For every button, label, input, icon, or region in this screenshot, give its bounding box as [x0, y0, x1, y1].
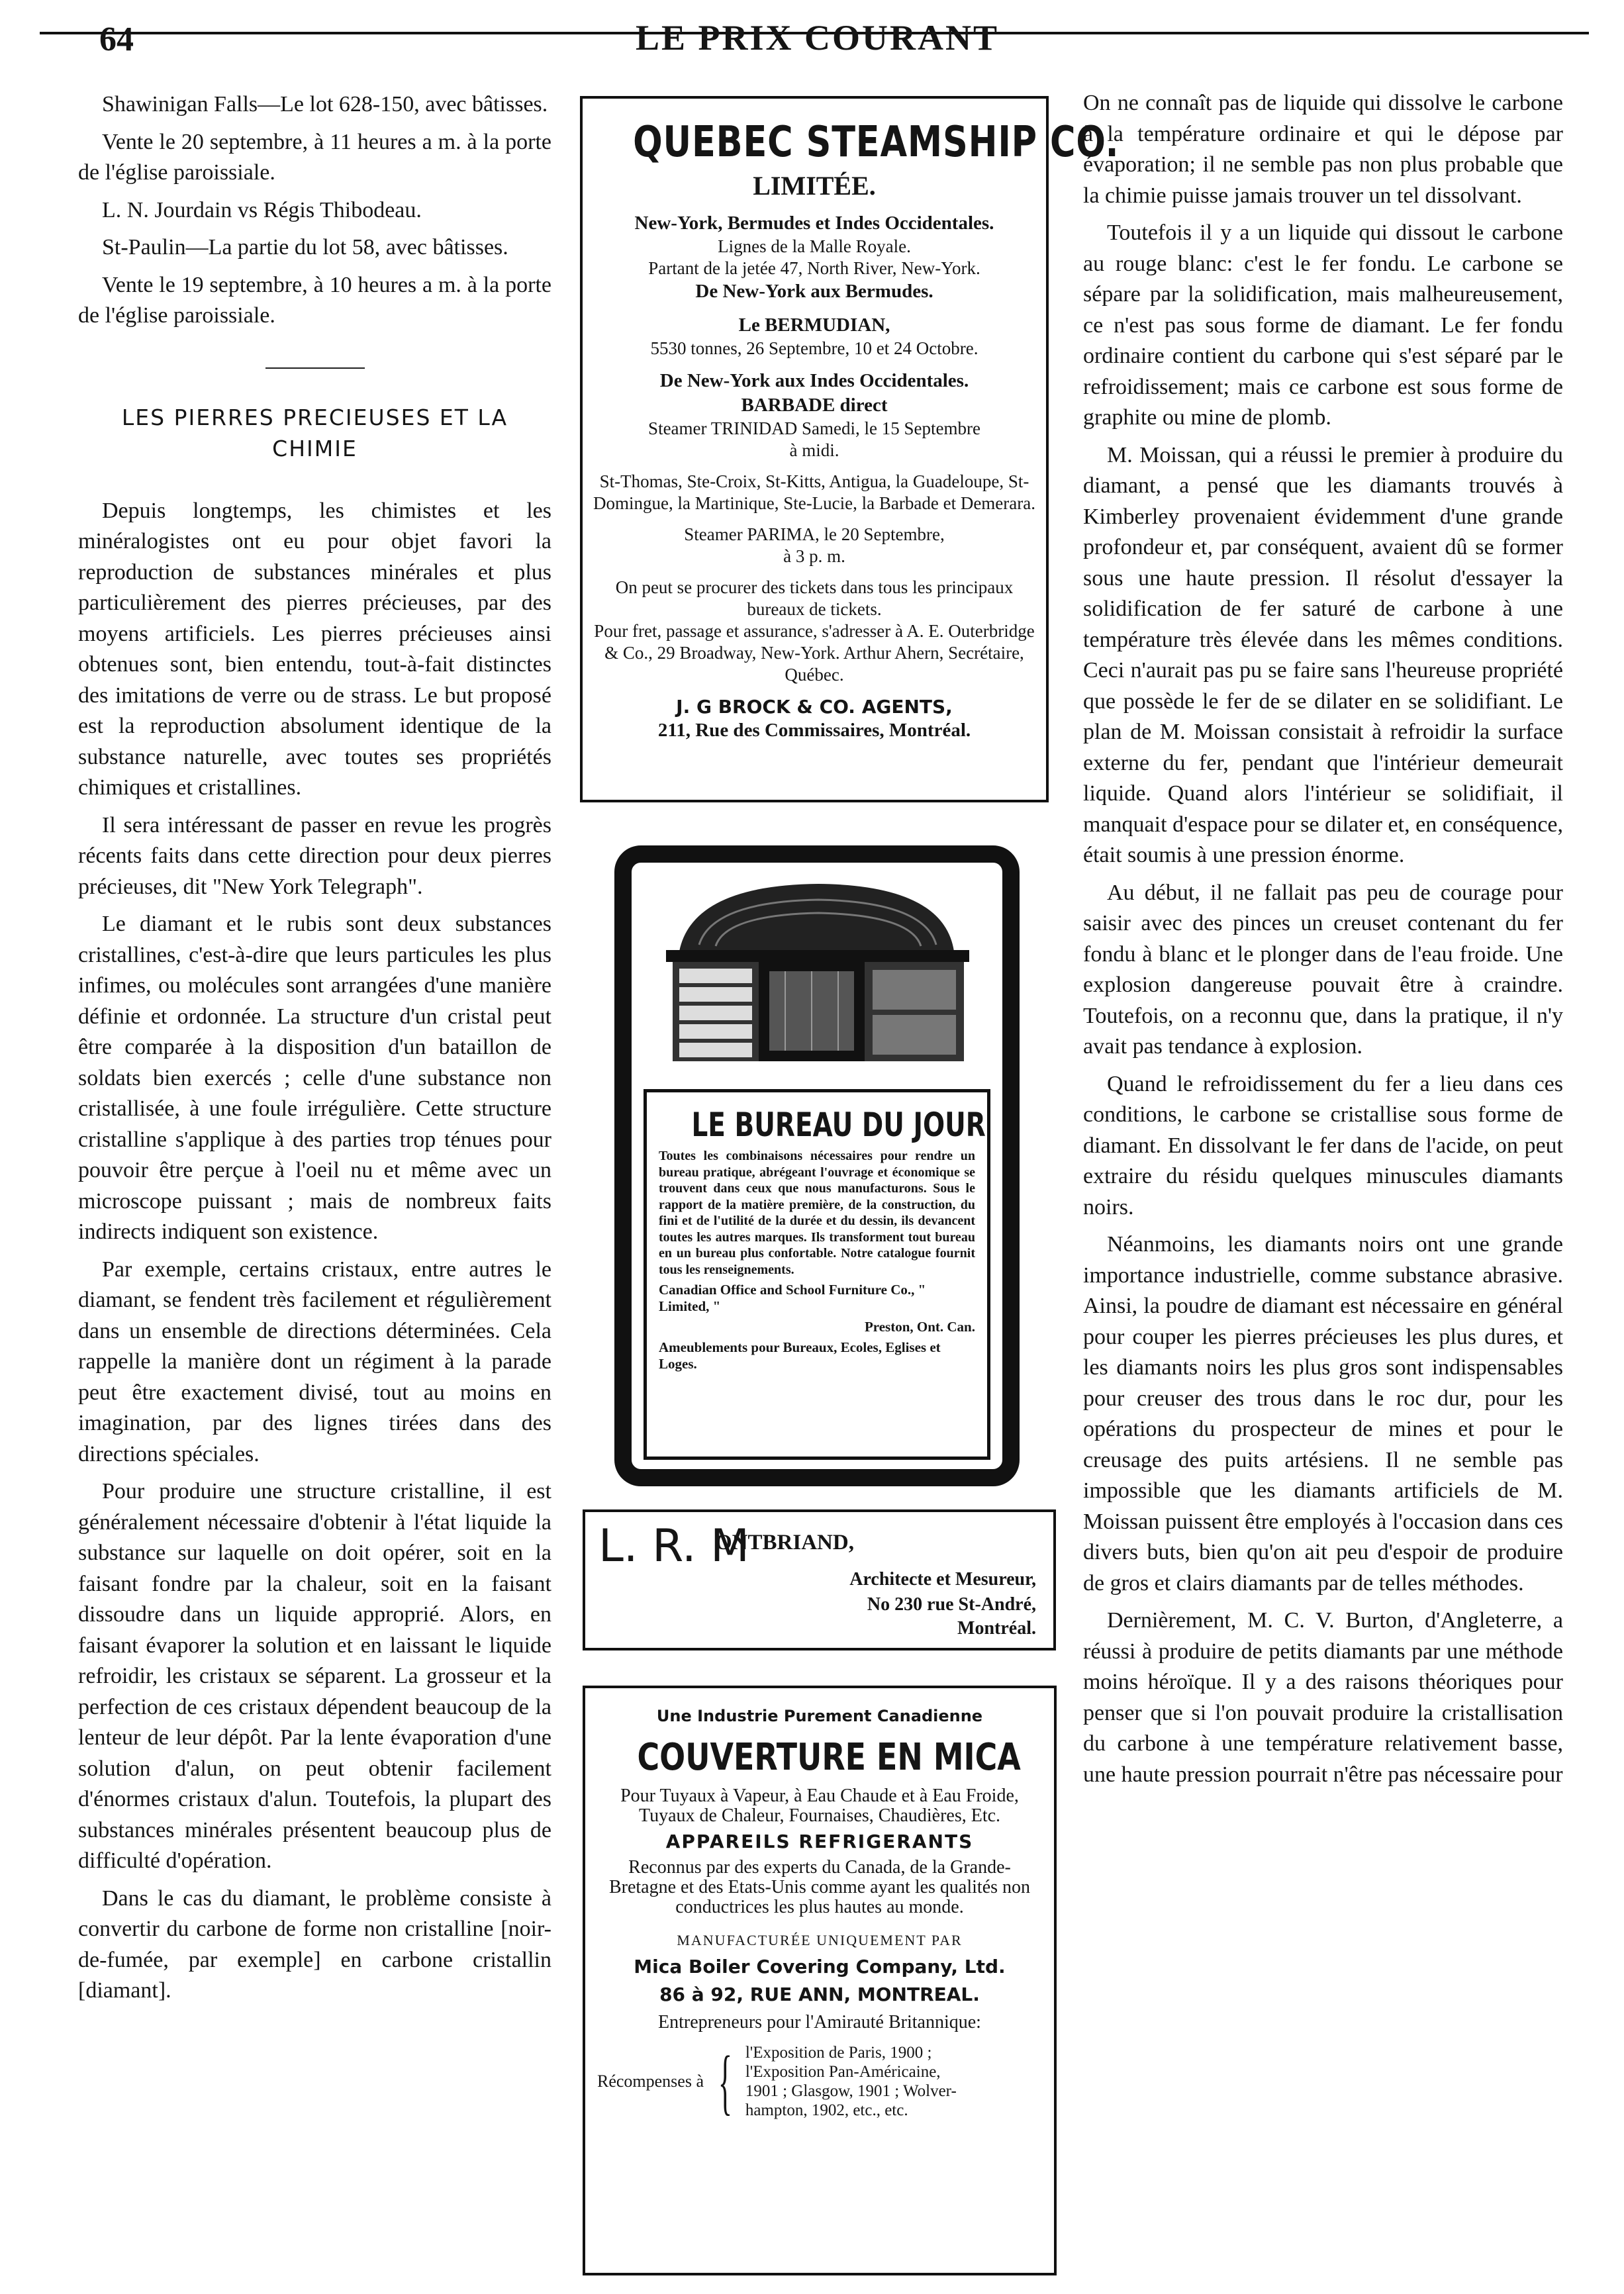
rewards-label: Récompenses à	[597, 2072, 704, 2091]
company-name: Mica Boiler Covering Company, Ltd.	[634, 1956, 1006, 1978]
ad-tagline: Une Industrie Purement Canadienne	[656, 1707, 983, 1725]
routes-heading: New-York, Bermudes et Indes Occidentales.	[634, 213, 994, 234]
reward-item: l'Exposition de Paris, 1900 ;	[745, 2044, 932, 2062]
article-paragraph: Au début, il ne fallait pas peu de courage pour saisir avec des pinces un creuset contenant du fer fondu à blanc et le plonger dans de l'eau froide. Une explosion dangereuse pouvait être à craindre. Toutefois, on a reconnu que, dans la pratique, il n'y avait pas tendance à explosion.	[1083, 880, 1563, 1059]
bermudes-heading: De New-York aux Bermudes.	[695, 281, 933, 302]
reward-item: 1901 ; Glasgow, 1901 ; Wolver-	[745, 2082, 957, 2100]
ship-bermudian-info: 5530 tonnes, 26 Septembre, 10 et 24 Octobre.	[650, 338, 979, 358]
ad-subtitle: LIMITÉE.	[753, 171, 876, 201]
rewards-block	[597, 2043, 1042, 2120]
barbade-direct: BARBADE direct	[741, 395, 888, 416]
montbriand-ad	[583, 1509, 1056, 1650]
reward-item: l'Exposition Pan-Américaine,	[745, 2063, 941, 2081]
left-column	[78, 89, 551, 2013]
company-name: Canadian Office and School Furniture Co., " Limited, "	[659, 1282, 926, 1314]
article-paragraph: M. Moissan, qui a réussi le premier à produire du diamant, a pensé que les diamants trouvés à Kimberley provenaient évidemment d'une grande profondeur et, par conséquent, avaient dû se former sous une haute pression. Il résolut d'essayer la solidification de fer saturé de carbone à une température très élevée dans les mêmes conditions. Ceci n'aurait pas pu se faire sans l'heureuse propriété que possède le fer de se dilater en se solidifiant. Le plan de M. Moissan consistait à refroidir la surface externe du fer, pendant que l'intérieur demeurait liquide. Quand alors l'intérieur se solidifiait, il manquait d'espace pour se dilater et, en conséquence, était soumis à une pression énorme.	[1083, 442, 1563, 867]
quebec-steamship-ad	[580, 96, 1120, 802]
rolltop-desk-illustration	[653, 872, 982, 1064]
article-paragraph: Pour produire une structure cristalline, il est généralement nécessaire d'obtenir à l'état liquide la substance sur laquelle on doit opérer, soit en la faisant fondre par la chaleur, soit en la faisant dissoudre dans un liquide approprié. Alors, en faisant évaporer la solution et en laissant le liquide refroidir, les cristaux se séparent. La grosseur et la perfection de ces cristaux dépendent beaucoup de la lenteur de leur dépôt. Par la lente évaporation d'une solution d'alun, on peut obtenir facilement d'énormes cristaux d'alun. Toutefois, la plupart des substances minérales présentent beaucoup plus de difficulté d'opération.	[78, 1479, 551, 1873]
reward-item: hampton, 1902, etc., etc.	[745, 2101, 908, 2119]
agents-address: 211, Rue des Commissaires, Montréal.	[657, 720, 971, 741]
ship-trinidad: Steamer TRINIDAD Samedi, le 15 Septembre	[648, 418, 980, 438]
architect-initials: L. R. M	[598, 1520, 749, 1572]
agents-name: J. G BROCK & CO. AGENTS,	[676, 696, 953, 718]
article-paragraph: Par exemple, certains cristaux, entre autres le diamant, se fendent très facilement et régulièrement dans un ensemble de directions déterminées. Cela rappelle la manière dont un régiment à la parade peut être exactement divisé, tout au moins en imagination, par des lignes tirées dans des directions spéciales.	[78, 1257, 551, 1466]
article-paragraph: Dernièrement, M. C. V. Burton, d'Angleterre, a réussi à produire de petits diamants par une méthode moins héroïque. Il y a des raisons théoriques pour penser que si l'on pouvait produire la cristallisation du carbone à une température relativement basse, une haute pression pourrait n'être pas nécessaire pour	[1083, 1608, 1563, 1787]
ship-trinidad-time: à midi.	[789, 440, 839, 460]
article-paragraph: Dans le cas du diamant, le problème consiste à convertir du carbone de forme non cristalline [noir-de-fumée, par exemple] en carbone cristallin [diamant].	[78, 1886, 551, 2003]
bureau-du-jour-ad	[614, 845, 1020, 1486]
company-address: 86 à 92, RUE ANN, MONTREAL.	[659, 1983, 980, 2005]
appareils-heading: APPAREILS REFRIGERANTS	[665, 1831, 974, 1852]
running-title: LE PRIX COURANT	[636, 18, 1000, 58]
ports-list: St-Thomas, Ste-Croix, St-Kitts, Antigua, la Guadeloupe, St-Domingue, la Martinique, Ste-Lucie, la Barbade et Demerara.	[593, 471, 1035, 513]
contact-info: Pour fret, passage et assurance, s'adresser à A. E. Outerbridge & Co., 29 Broadway, New-York. Arthur Ahern, Secrétaire, Québec.	[594, 621, 1035, 685]
notice-line: Vente le 20 septembre, à 11 heures a m. à la porte de l'église paroissiale.	[78, 129, 551, 185]
manufactured-by: MANUFACTURÉE UNIQUEMENT PAR	[677, 1932, 963, 1948]
article-paragraph: Néanmoins, les diamants noirs ont une grande importance industrielle, comme substance abrasive. Ainsi, la poudre de diamant est nécessaire en général pour couper les pierres précieuses les plus dures, et les diamants noirs les plus gros sont indispensables pour creuser des trous dans le roc dur, pour les opérations du prospecteur de mines et pour le creusage des puits artésiens. Il ne semble pas impossible que les diamants artificiels de M. Moissan puissent être employés à l'occasion dans ces divers buts, bien qu'on ait peu d'espoir de produire de gros et clairs diamants par de telles méthodes.	[1083, 1232, 1563, 1596]
ad-title: COUVERTURE EN MICA	[637, 1736, 1021, 1779]
ad-uses: Pour Tuyaux à Vapeur, à Eau Chaude et à Eau Froide, Tuyaux de Chaleur, Fournaises, Chaudières, Etc.	[620, 1786, 1019, 1826]
article-paragraph: On ne connaît pas de liquide qui dissolve le carbone à la température ordinaire et qui le dépose par évaporation; il ne semble pas non plus probable que la chimie puisse jamais trouver un tel dissolvant.	[1083, 91, 1563, 208]
admiralty-contractors: Entrepreneurs pour l'Amirauté Britannique:	[658, 2012, 981, 2032]
notice-line: Vente le 19 septembre, à 10 heures a m. à la porte de l'église paroissiale.	[78, 272, 551, 328]
ship-parima: Steamer PARIMA, le 20 Septembre,	[684, 524, 945, 544]
page-number: 64	[99, 21, 134, 58]
company-location: Preston, Ont. Can.	[864, 1319, 975, 1335]
ship-bermudian: Le BERMUDIAN,	[738, 314, 890, 336]
article-paragraph: Depuis longtemps, les chimistes et les minéralogistes ont eu pour objet favori la reproduction de substances minérales et plus particulièrement des pierres précieuses, par des moyens artificiels. Les pierres précieuses ainsi obtenues sont, bien entendu, tout-à-fait distinctes des imitations de verre ou de strass. Le but proposé est la reproduction absolument identique de la substance naturelle, avec toutes ses propriétés chimiques et cristallines.	[78, 498, 551, 800]
article-paragraph: Il sera intéressant de passer en revue les progrès récents faits dans cette direction pour deux pierres précieuses, dit "New York Telegraph".	[78, 812, 551, 899]
products-line: Ameublements pour Bureaux, Ecoles, Eglises et Loges.	[659, 1339, 941, 1372]
mail-lines: Lignes de la Malle Royale.	[718, 236, 911, 256]
section-divider	[265, 367, 365, 369]
notice-line: St-Paulin—La partie du lot 58, avec bâtisses.	[102, 235, 508, 260]
rewards-list	[745, 2043, 957, 2120]
departure-pier: Partant de la jetée 47, North River, New-York.	[648, 258, 980, 278]
ad-title: LE BUREAU DU JOUR	[691, 1106, 986, 1144]
tickets-note: On peut se procurer des tickets dans tous les principaux bureaux de tickets.	[615, 577, 1014, 619]
ad-title: QUEBEC STEAMSHIP CO.	[633, 118, 1120, 167]
notice-line: Shawinigan Falls—Le lot 628-150, avec bâtisses.	[102, 92, 548, 117]
ad-text-box	[644, 1089, 990, 1460]
architect-street: No 230 rue St-André,	[867, 1594, 1036, 1615]
ship-parima-time: à 3 p. m.	[783, 546, 845, 566]
article-paragraph: Toutefois il y a un liquide qui dissout le carbone au rouge blanc: c'est le fer fondu. Le carbone se sépare par la solidification, mais malheureusement, ce n'est pas sous forme de diamant. Le fer fondu ordinaire contient du carbone qui s'est séparé par le refroidissement; mais ce carbone est sous forme de graphite ou mine de plomb.	[1083, 220, 1563, 430]
architect-city: Montréal.	[957, 1618, 1036, 1639]
indes-heading: De New-York aux Indes Occidentales.	[659, 370, 969, 391]
mica-covering-ad	[583, 1686, 1057, 2275]
notice-line: L. N. Jourdain vs Régis Thibodeau.	[102, 197, 422, 222]
architect-profession: Architecte et Mesureur,	[849, 1569, 1036, 1590]
brace-glyph: {	[718, 2041, 732, 2122]
article-paragraph: Quand le refroidissement du fer a lieu dans ces conditions, le carbone se cristallise sous forme de diamant. En dissolvant le fer dans de l'acide, on peut extraire du résidu quelques minuscules diamants noirs.	[1083, 1071, 1563, 1219]
right-column	[1083, 88, 1563, 1797]
recognition-text: Reconnus par des experts du Canada, de la Grande-Bretagne et des Etats-Unis comme ayant les qualités non conductrices les plus hautes au monde.	[608, 1857, 1031, 1917]
article-title: LES PIERRES PRECIEUSES ET LA CHIMIE	[121, 404, 508, 461]
article-paragraph: Le diamant et le rubis sont deux substances cristallines, c'est-à-dire que leurs particules les plus infimes, ou molécules sont arrangées d'une manière définie et ordonnée. La structure d'un cristal peut être comparée à la disposition d'un bataillon de soldats bien exercés ; celle d'une substance non cristallisée, à une foule irrégulière. Cette structure cristalline s'applique à des parties trop ténues pour pouvoir être perçue à l'oeil nu et même avec un microscope puissant ; mais de nombreux faits indirects indiquent son existence.	[78, 912, 551, 1244]
ad-body: Toutes les combinaisons nécessaires pour rendre un bureau pratique, abrégeant l'ouvrage et économique se trouvent dans ceux que nous manufacturons. Sous le rapport de la matière première, de la construction, du fini et de l'utilité de la durée et du dessin, ils devancent toutes les autres marques. Ils transforment tout bureau en un bureau plus confortable. Notre catalogue fournit tous les renseignements.	[659, 1149, 975, 1277]
architect-surname: ONTBRIAND,	[715, 1531, 854, 1554]
